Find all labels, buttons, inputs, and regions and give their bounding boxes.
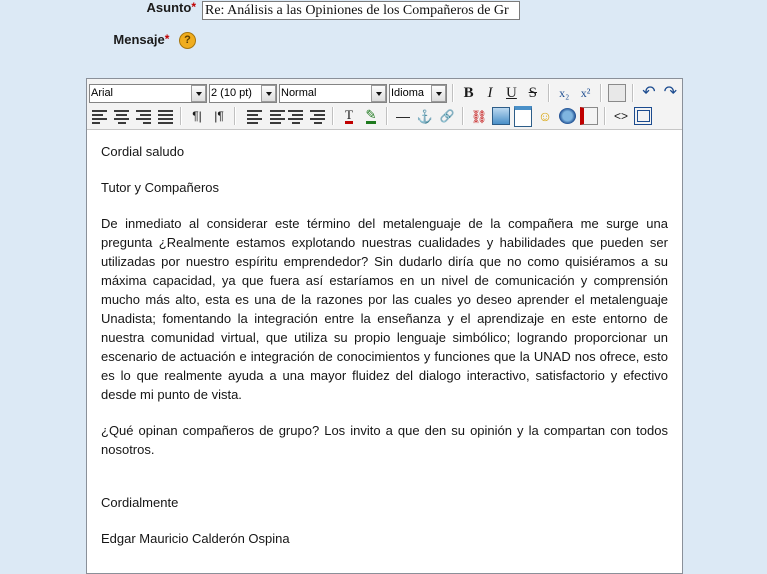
body-paragraph: Cordialmente — [101, 495, 179, 510]
align-justify-icon — [157, 108, 174, 124]
paragraph-style-wrap — [279, 84, 387, 103]
language-wrap — [389, 84, 447, 103]
language-select[interactable] — [389, 84, 447, 103]
rtl-direction-button[interactable]: |¶ — [214, 109, 224, 123]
message-field-row — [0, 32, 767, 49]
align-left-icon — [91, 108, 108, 124]
text-color-icon: T — [345, 106, 353, 122]
toolbar-separator — [600, 84, 602, 102]
anchor-button[interactable]: ⚓ — [416, 108, 434, 124]
message-label-text: Mensaje — [113, 32, 165, 47]
text-color-button[interactable] — [339, 106, 359, 126]
italic-button[interactable]: I — [487, 84, 493, 101]
toolbar-separator — [462, 107, 464, 125]
attachment-icon — [580, 107, 598, 125]
subscript-button[interactable]: x₂ — [559, 86, 570, 100]
align-center-button[interactable] — [111, 106, 131, 126]
toolbar-separator — [452, 84, 454, 102]
remove-link-button[interactable]: ⛓ — [470, 108, 488, 124]
body-paragraph: De inmediato al considerar este término del metalenguaje de la compañera me surge una pregunta ¿Realmente estamos explotando nuestras cualidades y habilidades que pueden ser utilizadas por nuestro espíritu emprendedor? Sin dudarlo diría que no como quisiéramos a su máxima capacidad, ya que fuera así estaríamos en un nivel de comunicación y comprensión mucho más alto, esta es una de la razones por las cuales yo deseo aprender el metalenguaje Unadista; fomentando la integración entre la enseñanza y el aprendizaje en este entorno de nuestra comunidad virtual, que utiliza su propio lenguaje simbólico; logrando proporcionar un escenario de actuación e integración de conocimientos y funciones que la UNAD nos ofrece, esto es lo que realmente ayuda a una mayor fluidez del dialogo interactivo, satisfactorio y efectivo desde mi punto de vista. — [101, 216, 668, 402]
required-marker: * — [164, 32, 170, 46]
underline-button[interactable]: U — [506, 84, 517, 101]
fullscreen-icon — [634, 107, 652, 125]
toolbar-separator — [632, 84, 634, 102]
question-mark-icon[interactable]: ? — [179, 32, 196, 49]
required-marker: * — [191, 0, 196, 14]
message-body-editor[interactable] — [87, 130, 682, 573]
ltr-direction-button[interactable]: ¶| — [192, 109, 202, 123]
body-paragraph: ¿Qué opinan compañeros de grupo? Los invito a que den su opinión y la compartan con todos nosotros. — [101, 423, 668, 457]
font-size-wrap — [209, 84, 277, 103]
indent-icon — [309, 108, 326, 124]
body-paragraph: Cordial saludo — [101, 144, 185, 159]
strikethrough-button[interactable]: S — [528, 84, 537, 101]
numbered-list-button[interactable] — [263, 106, 283, 126]
toolbar-row-2 — [89, 105, 680, 127]
insert-image-button[interactable] — [491, 106, 511, 126]
highlight-color-button[interactable] — [361, 106, 381, 126]
outdent-button[interactable] — [285, 106, 305, 126]
subject-input[interactable] — [202, 1, 520, 20]
insert-emoticon-button[interactable]: ☺ — [537, 108, 553, 124]
highlight-color-icon: ✎ — [365, 106, 377, 122]
paragraph-style-select[interactable] — [279, 84, 387, 103]
image-icon — [492, 107, 510, 125]
insert-attachment-button[interactable] — [579, 106, 599, 126]
source-code-button[interactable]: <> — [613, 109, 628, 123]
toolbar-separator — [548, 84, 550, 102]
toolbar-separator — [180, 107, 182, 125]
superscript-button[interactable]: x² — [580, 86, 591, 100]
spellcheck-button[interactable] — [607, 83, 627, 103]
toolbar-row-1 — [89, 82, 680, 104]
outdent-icon — [287, 108, 304, 124]
insert-table-button[interactable] — [513, 106, 533, 126]
redo-button[interactable]: ↷ — [663, 84, 677, 101]
insert-link-button[interactable]: 🔗 — [439, 109, 455, 123]
toolbar-separator — [332, 107, 334, 125]
subject-label-text: Asunto — [146, 0, 192, 15]
undo-button[interactable]: ↶ — [642, 84, 656, 101]
bold-button[interactable]: B — [463, 84, 474, 101]
horizontal-rule-button[interactable]: — — [396, 108, 410, 124]
align-right-button[interactable] — [133, 106, 153, 126]
toolbar-separator — [604, 107, 606, 125]
insert-media-button[interactable] — [557, 106, 577, 126]
align-right-icon — [135, 108, 152, 124]
indent-button[interactable] — [307, 106, 327, 126]
align-center-icon — [113, 108, 130, 124]
toolbar-separator — [234, 107, 236, 125]
body-paragraph: Tutor y Compañeros — [101, 180, 220, 195]
message-label — [0, 32, 200, 49]
spellcheck-icon — [608, 84, 626, 102]
editor-toolbar — [87, 79, 682, 130]
numbered-list-icon — [265, 108, 282, 124]
body-paragraph: Edgar Mauricio Calderón Ospina — [101, 531, 290, 546]
media-icon — [559, 108, 576, 124]
fullscreen-button[interactable] — [633, 106, 653, 126]
bulleted-list-icon — [242, 108, 260, 124]
bulleted-list-button[interactable] — [241, 106, 261, 126]
subject-label — [0, 0, 200, 15]
align-left-button[interactable] — [89, 106, 109, 126]
rich-text-editor — [86, 78, 683, 574]
table-icon — [514, 106, 532, 127]
toolbar-separator — [386, 107, 388, 125]
subject-field-row — [0, 0, 767, 20]
align-justify-button[interactable] — [155, 106, 175, 126]
font-family-select[interactable] — [89, 84, 207, 103]
font-family-wrap — [89, 84, 207, 103]
font-size-select[interactable] — [209, 84, 277, 103]
